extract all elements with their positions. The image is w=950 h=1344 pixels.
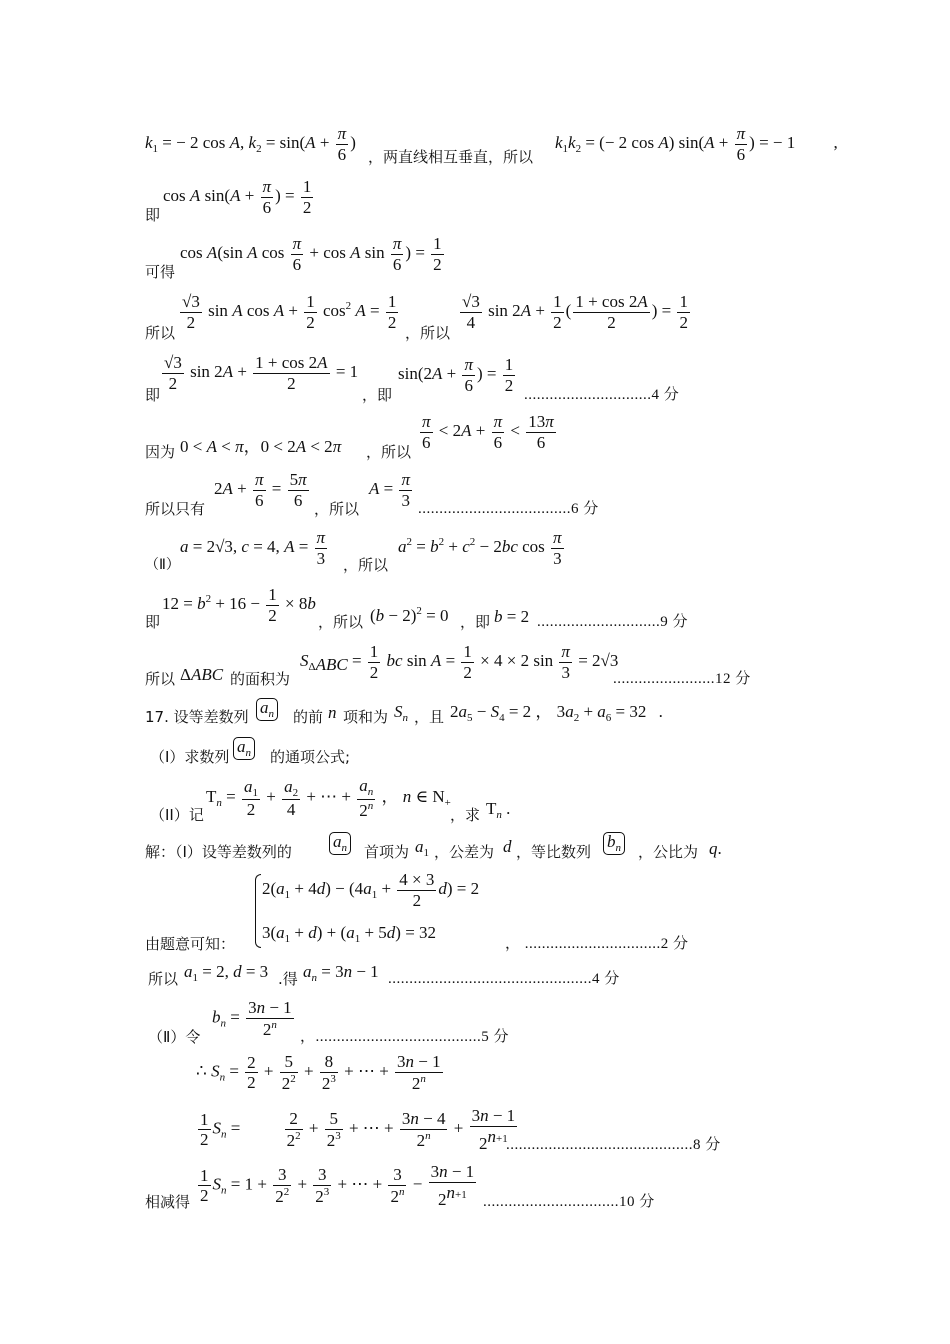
system-eq1: $2(a_1 + 4d) - (4a_1$ + $\frac{4 \times 3}{2}$ d) = 2 [262,870,480,910]
q1-text: （I）求数列 [150,748,230,766]
line10-lead: 所以 [145,670,176,688]
cond-lead: 由题意可知： [145,935,236,953]
formula-b-eq: $12 = b^2 + 16$ − $\frac{1}{2}$ × 8b [162,585,316,625]
sol-mid1: 首项为 [364,843,410,861]
problem17-title: 17. 设等差数列 [145,708,249,726]
sol-lead: 解：（Ⅰ）设等差数列的 [145,843,292,861]
score-5: ，.......................................5 分 [300,1029,510,1045]
var-Sn: $S_n$ [394,702,408,724]
var-a1: $a_1$ [415,837,429,859]
sub-lead: 相减得 [145,1193,191,1211]
system-eq2: $3(a_1 + d) + (a_1 + 5d) = 32$ [262,923,437,945]
line9-mid2: ，即 [460,613,491,631]
formula-expand: cos A(sin A cos $\frac{\pi}{6}$ + cos A sin $\frac{\pi}{6}$ ) = $\frac{1}{2}$ [180,234,442,274]
formula-triangle: ΔABC [180,665,224,684]
formula-line4b: $\frac{√3}{4}$ sin 2A + $\frac{1}{2}$ ( $\frac{1 + \cos 2A}{2}$ ) = $\frac{1}{2}$ [462,292,688,332]
formula-a1-d: $a_1 = 2$, d = 3 [184,962,269,984]
line6-mid: ，所以 [366,443,412,461]
line5-mid: ，即 [362,386,393,404]
line6-lead: 因为 [145,443,176,461]
formula-k1k2-product: $k_1k_2$ = (− 2 cos A) sin(A + $\frac{\pi}{6}$ ) = − 1 , [555,124,838,164]
formula-2A-eq: 2A + $\frac{\pi}{6}$ = $\frac{5\pi}{6}$ [214,470,307,510]
formula-Tn: $T_n$ = $\frac{a_1}{2}$ + $\frac{a_2}{4}$ + ⋯ + $\frac{a_n}{2^n}$ ， n ∈ $N_+$ [206,776,451,820]
line5-lead: 即 [145,386,161,404]
line9-mid1: ，所以 [318,613,364,631]
line4-lead: 所以 [145,324,176,342]
set-an-sol: $a_n$ [329,832,351,855]
formula-area: $S_{\Delta ABC}$ = $\frac{1}{2}$ bc sin A = $\frac{1}{2}$ × 4 × 2 sin $\frac{\pi}{3}$ = 2√3 [300,642,619,682]
formula-an: $a_n = 3n - 1$ [303,962,379,984]
sol-mid3: ，等比数列 [516,843,592,861]
part2-label: （Ⅱ） [145,557,180,573]
score-2: ， ................................2 分 [505,936,689,952]
formula-bn: $b_n$ = $\frac{3n - 1}{2^n}$ [212,998,292,1039]
p2-lead: （Ⅱ）令 [148,1028,201,1046]
formula-line5a: $\frac{√3}{2}$ sin 2A + $\frac{1 + \cos 2A}{2}$ = 1 [164,353,359,393]
formula-b-square: $(b - 2)^2 = 0$ [370,605,449,625]
line7-mid: ，所以 [314,500,360,518]
formula-k1-k2: $k_1$ = − 2 cos A, $k_2 = \sin(A$ + $\frac{\pi}{6}$ ) [145,124,356,164]
score-9: .............................9 分 [537,614,689,630]
problem17-title-mid3: ，且 [414,708,445,726]
line4-mid: ，所以 [405,324,451,342]
q2-text: （II）记 [150,806,204,824]
score-4b: ................................................4 分 [388,971,620,987]
formula-line5b: sin(2A + $\frac{\pi}{6}$ ) = $\frac{1}{2}$ [398,355,514,395]
formula-A-range: 0 < A < π，0 < 2A < 2π [180,437,342,456]
set-an-q1: $a_n$ [233,737,255,760]
line1-text: ，两直线相互垂直，所以 [368,148,534,166]
formula-given: a = 2√3, c = 4, A = $\frac{\pi}{3}$ [180,528,326,568]
score-4: ..............................4 分 [524,387,680,403]
var-d: d [503,837,512,856]
set-an: $a_n$ [256,698,278,721]
formula-A-value: A = $\frac{\pi}{3}$ [369,470,411,510]
line7-lead: 所以只有 [145,500,206,518]
line9-lead: 即 [145,613,161,631]
problem17-title-mid: 的前 [293,708,324,726]
formula-subtract: $\frac{1}{2}$ $S_n = 1$ + $\frac{3}{2^2}$ + $\frac{3}{2^3}$ + ⋯ + $\frac{3}{2^n}$ − $\frac{3n - 1}{2^{n+1}}$ [200,1162,475,1209]
res-lead: 所以 [148,970,179,988]
var-n: n [328,703,337,722]
system-brace [255,874,261,948]
formula-line4a: $\frac{√3}{2}$ sin A cos A + $\frac{1}{2}$ $\cos^2 A$ = $\frac{1}{2}$ [182,292,397,332]
problem17-title-mid2: 项和为 [343,708,389,726]
q1-end: 的通项公式; [270,748,351,766]
set-bn: $b_n$ [603,832,625,855]
var-q: q. [709,839,722,858]
part2-mid: ，所以 [343,556,389,574]
formula-cosA-sin: cos A sin(A + $\frac{\pi}{6}$ ) = $\frac{1}{2}$ [163,177,312,217]
formula-2A-range: $\frac{\pi}{6}$ < 2A + $\frac{\pi}{6}$ < $\frac{13\pi}{6}$ [422,412,554,452]
formula-Sn-sum: ∴ $S_n$ = $\frac{2}{2}$ + $\frac{5}{2^2}$ + $\frac{8}{2^3}$ + ⋯ + $\frac{3n - 1}{2^n}$ [196,1052,441,1093]
q2-end: ，求 [450,806,481,824]
formula-b-value: b = 2 [494,607,530,626]
score-8: ............................................8 分 [506,1137,721,1153]
line3-lead: 可得 [145,263,176,281]
sol-mid2: ，公差为 [434,843,495,861]
line10-area: 的面积为 [230,670,291,688]
line2-lead: 即 [145,206,161,224]
var-Tn: $T_n$ . [486,799,511,821]
formula-cosine-law: $a^2 = b^2 + c^2 - 2bc$ cos $\frac{\pi}{3}$ [398,528,562,568]
formula-half-Sn: $\frac{1}{2}$ $S_n$ = $\frac{2}{2^2}$ + $\frac{5}{2^3}$ + ⋯ + $\frac{3n - 4}{2^n}$ + $\frac{3n - 1}{2^{n+1}}$ [200,1106,516,1153]
res-mid: .得 [278,970,298,988]
formula-conditions: $2a_5 - S_4 = 2$ ， $3a_2 + a_6 = 32$ . [450,702,663,724]
score-6: ....................................6 分 [418,501,599,517]
sol-mid4: ，公比为 [638,843,699,861]
score-10: ................................10 分 [483,1194,655,1210]
score-12: ........................12 分 [613,671,751,687]
